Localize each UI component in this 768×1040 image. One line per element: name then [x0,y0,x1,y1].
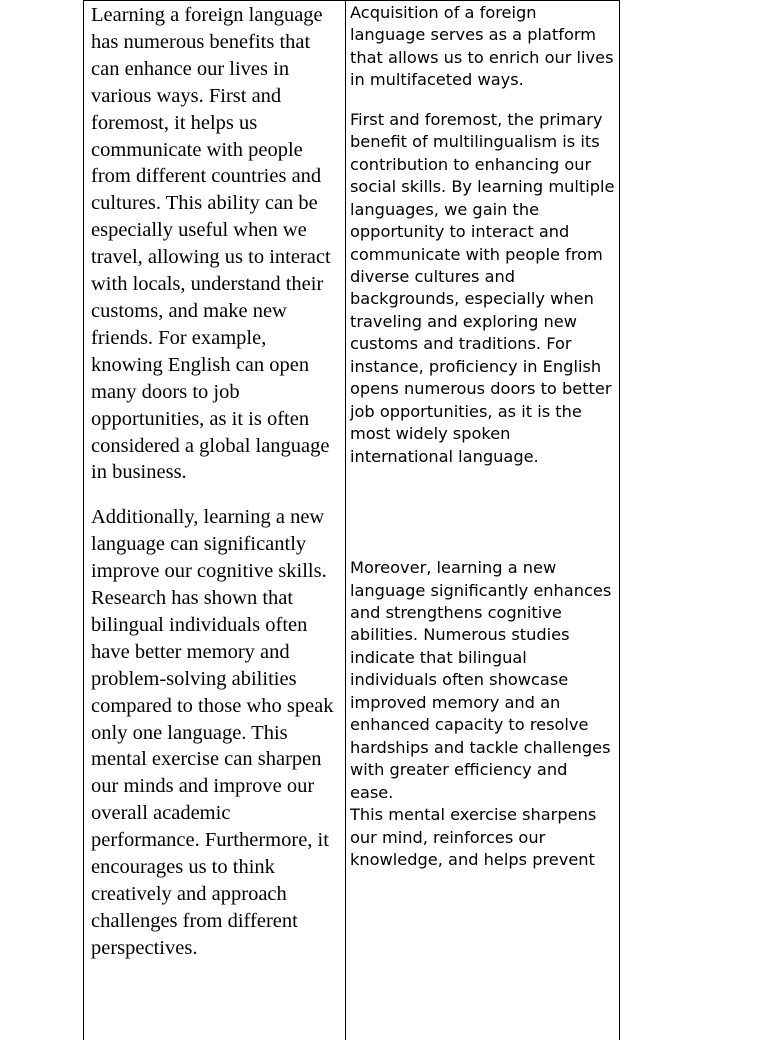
original-text-column [84,1,346,1040]
comparison-table [83,0,620,1040]
paraphrased-paragraph-3: Moreover, learning a new language significantly enhances and strengthens cognitive abilities. Numerous studies indicate that bilingual individuals often showcase improved memory and an enhanced capacity to resolve hardships and tackle challenges with greater efficiency and ease. This mental exercise sharpens our mind, reinforces our knowledge, and helps prevent [350,558,612,869]
paraphrased-paragraph-1: Acquisition of a foreign language serves as a platform that allows us to enrich our lives in multifaceted ways. [350,3,614,90]
paraphrased-paragraph-2: First and foremost, the primary benefit of multilingualism is its contribution to enhancing our social skills. By learning multiple languages, we gain the opportunity to interact and communicate with people from diverse cultures and backgrounds, especially when traveling and exploring new customs and traditions. For instance, proficiency in English opens numerous doors to better job opportunities, as it is the most widely spoken international language. [350,109,615,466]
original-paragraph-2: Additionally, learning a new language can significantly improve our cognitive skills. Research has shown that bilingual individuals often have better memory and problem-solving abilities compared to those who speak only one language. This mental exercise can sharpen our minds and improve our overall academic performance. Furthermore, it encourages us to think creatively and approach challenges from different perspectives. [91,506,334,959]
paraphrased-text-column [346,1,619,1040]
original-paragraph-1: Learning a foreign language has numerous benefits that can enhance our lives in various ways. First and foremost, it helps us communicate with people from different countries and cultures. This ability can be especially useful when we travel, allowing us to interact with locals, understand their customs, and make new friends. For example, knowing English can open many doors to job opportunities, as it is often considered a global language in business. [91,4,331,484]
